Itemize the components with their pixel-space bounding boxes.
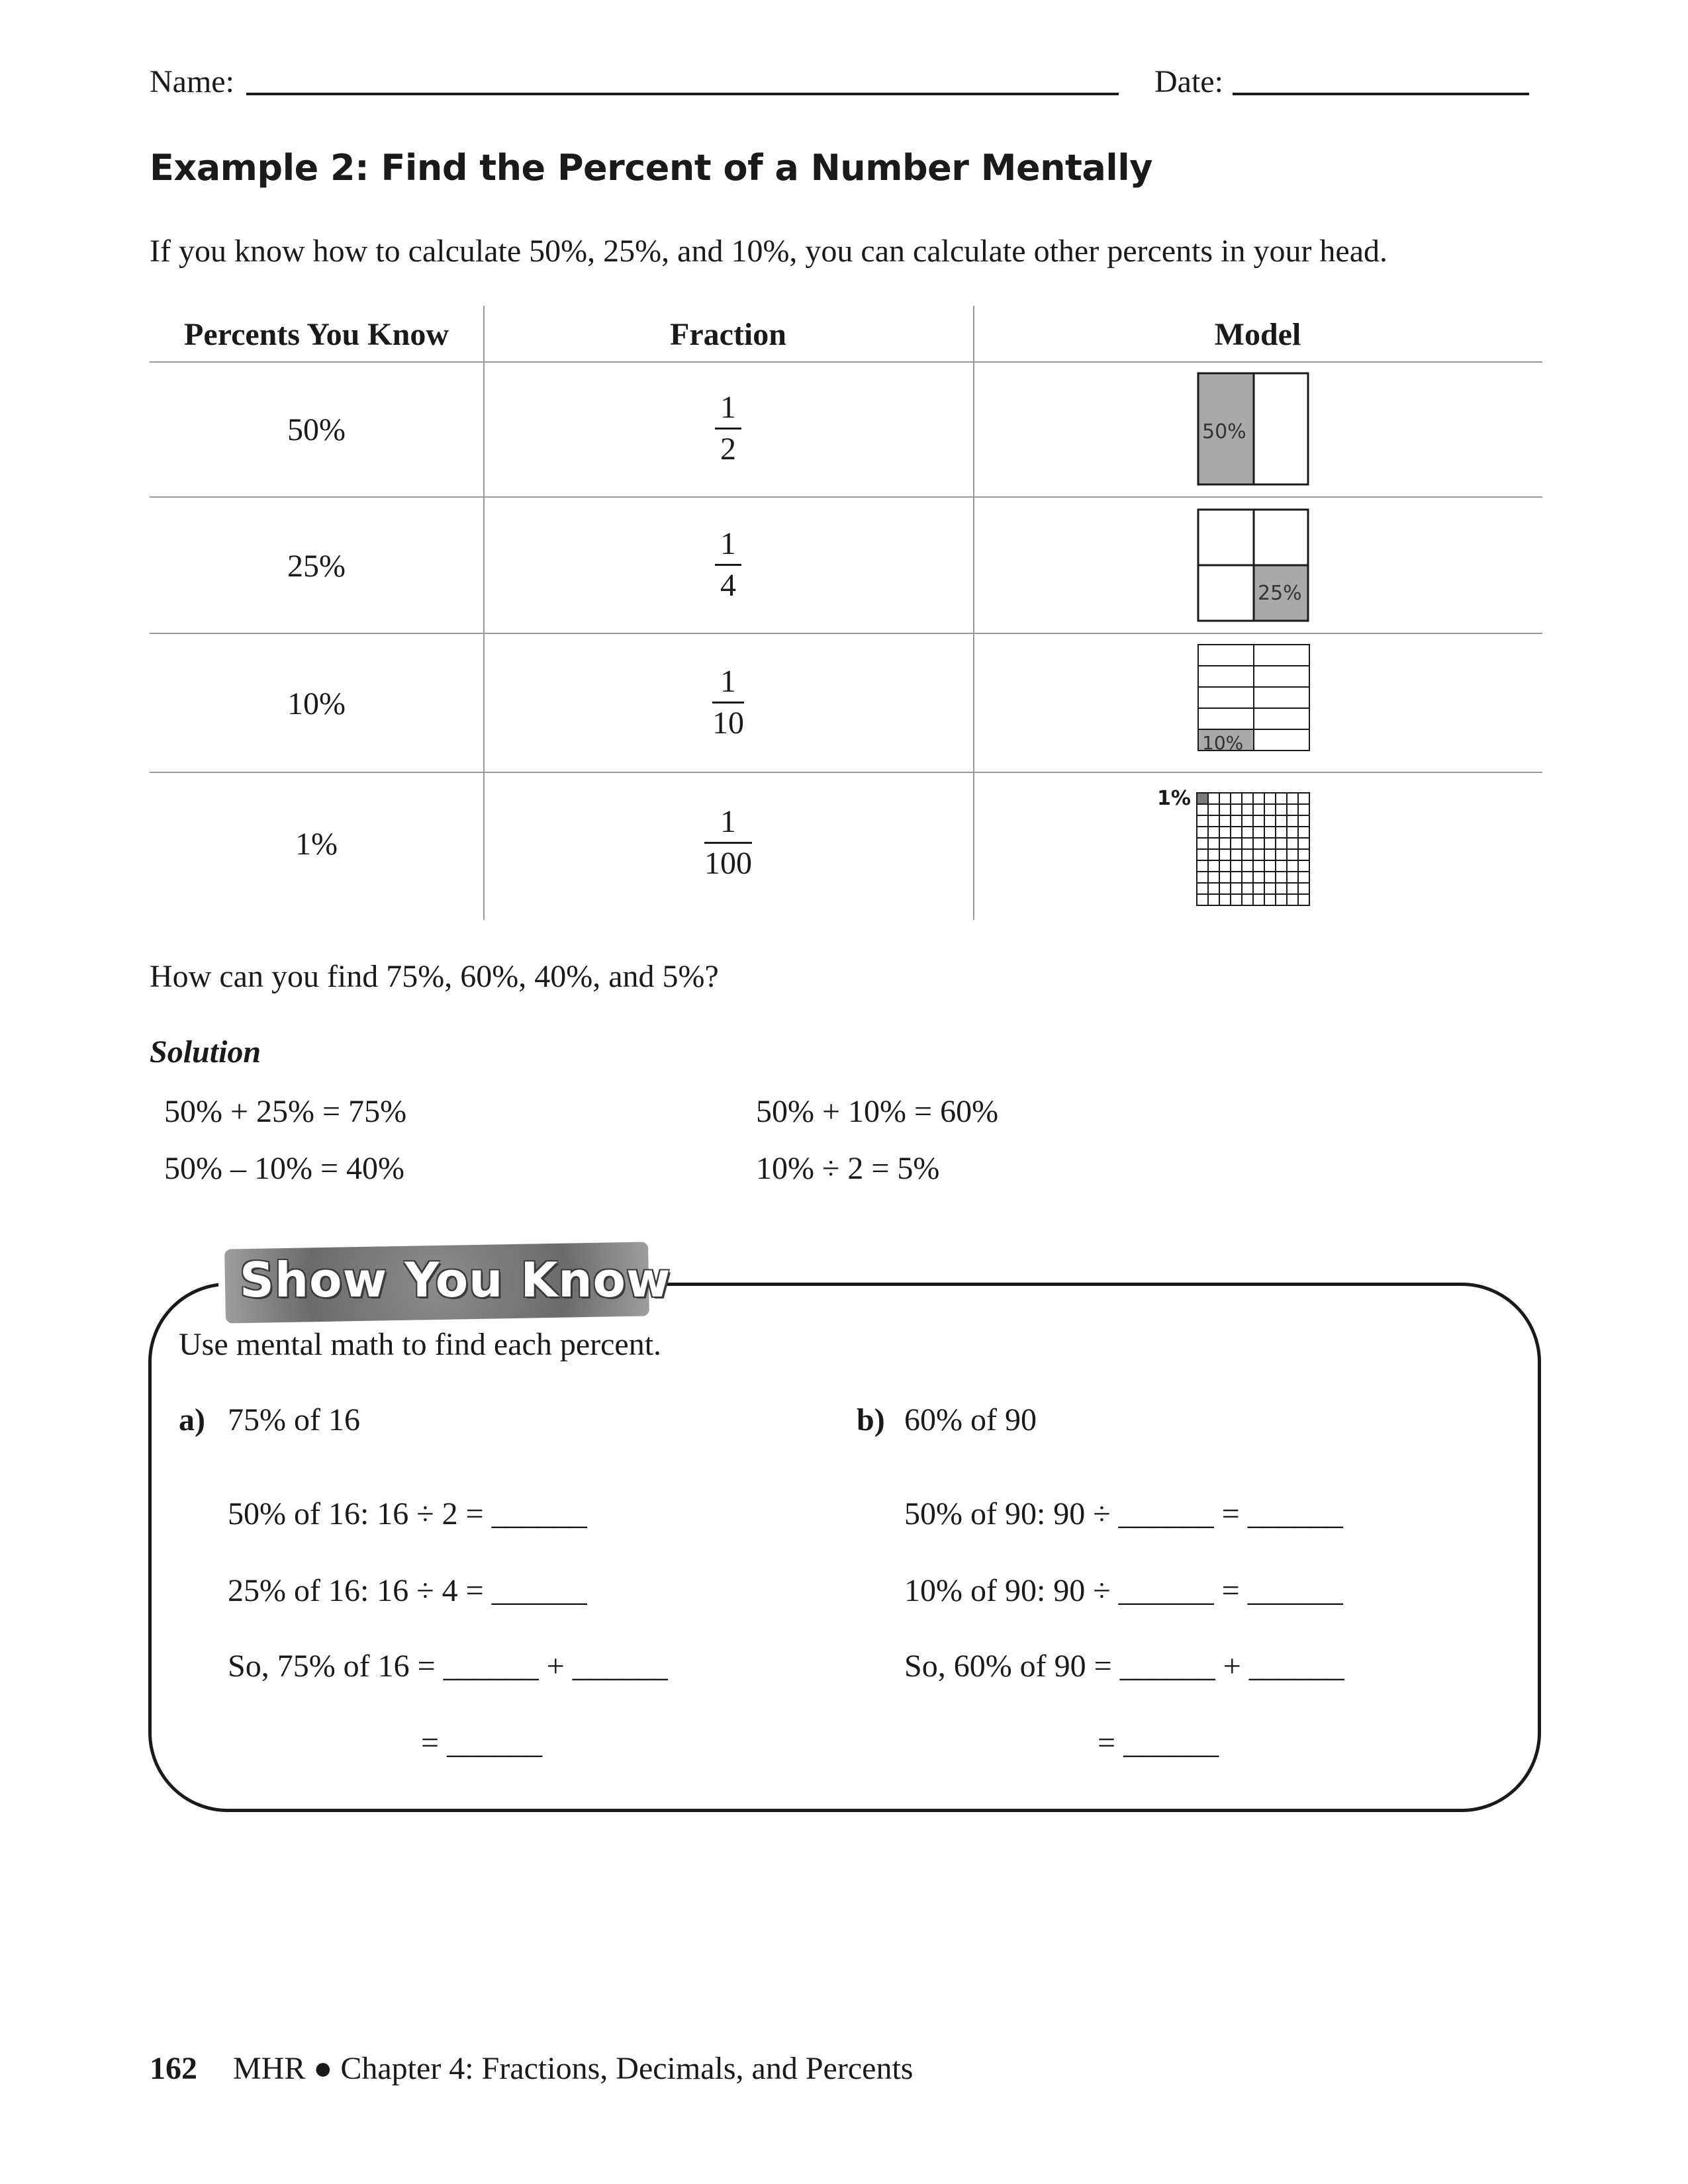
header-model: Model (1214, 317, 1301, 352)
hundredths-cell (1242, 827, 1253, 838)
hundredths-cell (1219, 815, 1231, 827)
hundredths-cell (1231, 872, 1242, 883)
hundredths-cell (1287, 894, 1298, 905)
hundredths-cell (1298, 849, 1309, 860)
model-10-percent (1197, 643, 1311, 756)
hundredths-cell (1231, 894, 1242, 905)
hundredths-cell (1276, 860, 1287, 872)
hundredths-cell (1242, 894, 1253, 905)
part-b-step[interactable]: 50% of 90: 90 ÷ ______ = ______ (904, 1496, 1343, 1531)
hundredths-cell (1253, 815, 1264, 827)
hundredths-cell (1219, 894, 1231, 905)
hundredths-cell (1264, 860, 1276, 872)
solution-heading: Solution (150, 1034, 261, 1069)
hundredths-cell (1253, 872, 1264, 883)
hundredths-cell (1208, 894, 1219, 905)
hundredths-cell (1264, 793, 1276, 804)
hundredths-cell (1231, 883, 1242, 894)
hundredths-cell (1231, 827, 1242, 838)
hundredths-cell (1276, 883, 1287, 894)
table-divider (150, 633, 1542, 634)
page-footer (150, 2050, 913, 2087)
hundredths-cell (1298, 838, 1309, 849)
numerator: 1 (720, 804, 736, 839)
hundredths-cell (1219, 793, 1231, 804)
table-divider (150, 361, 1542, 363)
hundredths-cell (1208, 793, 1219, 804)
name-field[interactable] (246, 93, 1119, 95)
hundredths-cell (1287, 827, 1298, 838)
numerator: 1 (720, 390, 736, 425)
percent-25: 25% (287, 549, 346, 584)
hundredths-cell (1197, 827, 1208, 838)
hundredths-cell (1276, 815, 1287, 827)
part-a-prompt: 75% of 16 (228, 1402, 360, 1437)
question-text: How can you find 75%, 60%, 40%, and 5%? (150, 959, 719, 994)
hundredths-cell (1219, 827, 1231, 838)
model-25-percent (1197, 508, 1311, 623)
part-a-step[interactable]: 25% of 16: 16 ÷ 4 = ______ (228, 1573, 587, 1608)
hundredths-cell (1242, 860, 1253, 872)
hundredths-cell (1197, 894, 1208, 905)
table-divider (150, 772, 1542, 773)
part-b-step[interactable]: So, 60% of 90 = ______ + ______ (904, 1649, 1344, 1684)
hundredths-cell (1253, 827, 1264, 838)
hundredths-cell (1219, 860, 1231, 872)
percent-10: 10% (287, 686, 346, 721)
hundredths-cell (1197, 838, 1208, 849)
model-1-percent (1154, 784, 1313, 909)
hundredths-cell (1287, 804, 1298, 815)
tenths-cell (1198, 645, 1254, 666)
hundredths-cell (1231, 838, 1242, 849)
hundredths-cell (1208, 883, 1219, 894)
hundredths-cell (1264, 827, 1276, 838)
tenths-cell (1254, 708, 1309, 729)
hundredths-grid (1197, 793, 1309, 905)
numerator: 1 (720, 526, 736, 561)
part-a-label: a) (179, 1402, 205, 1437)
hundredths-cell (1219, 849, 1231, 860)
hundredths-cell (1208, 827, 1219, 838)
hundredths-cell (1276, 804, 1287, 815)
hundredths-cell (1276, 827, 1287, 838)
hundredths-cell (1231, 860, 1242, 872)
hundredths-cell (1264, 838, 1276, 849)
tenths-cell (1198, 687, 1254, 708)
hundredths-shaded-cell (1197, 793, 1208, 804)
hundredths-cell (1276, 894, 1287, 905)
hundredths-cell (1231, 849, 1242, 860)
hundredths-cell (1298, 804, 1309, 815)
hundredths-cell (1298, 860, 1309, 872)
hundredths-cell (1276, 793, 1287, 804)
part-a-step[interactable]: 50% of 16: 16 ÷ 2 = ______ (228, 1496, 587, 1531)
model-label-1: 1% (1157, 787, 1191, 810)
hundredths-cell (1197, 860, 1208, 872)
hundredths-cell (1298, 815, 1309, 827)
hundredths-cell (1219, 838, 1231, 849)
tenths-cell (1254, 645, 1309, 666)
fraction-one-hundredth (483, 802, 973, 884)
equation: 10% ÷ 2 = 5% (756, 1151, 940, 1186)
denominator: 100 (704, 846, 752, 881)
equation: 50% + 10% = 60% (756, 1094, 999, 1129)
part-b-label: b) (857, 1402, 885, 1437)
hundredths-cell (1197, 815, 1208, 827)
header-percents: Percents You Know (184, 317, 449, 352)
hundredths-cell (1287, 793, 1298, 804)
hundredths-cell (1242, 838, 1253, 849)
hundredths-cell (1231, 793, 1242, 804)
hundredths-cell (1253, 883, 1264, 894)
hundredths-cell (1264, 872, 1276, 883)
hundredths-cell (1253, 849, 1264, 860)
hundredths-cell (1287, 883, 1298, 894)
hundredths-cell (1253, 860, 1264, 872)
tenths-cell (1198, 708, 1254, 729)
part-b-step[interactable]: 10% of 90: 90 ÷ ______ = ______ (904, 1573, 1343, 1608)
fraction-one-tenth (483, 662, 973, 743)
date-field[interactable] (1233, 93, 1529, 95)
hundredths-cell (1242, 815, 1253, 827)
model-50-percent (1197, 372, 1311, 487)
hundredths-cell (1208, 838, 1219, 849)
hundredths-cell (1276, 872, 1287, 883)
model-label-10: 10% (1202, 732, 1244, 754)
tenths-cell (1254, 666, 1309, 687)
equation: 50% – 10% = 40% (164, 1151, 405, 1186)
table-divider (150, 496, 1542, 498)
equation: 50% + 25% = 75% (164, 1094, 407, 1129)
tenths-cell (1254, 687, 1309, 708)
hundredths-cell (1276, 849, 1287, 860)
hundredths-cell (1264, 815, 1276, 827)
hundredths-cell (1287, 838, 1298, 849)
hundredths-cell (1264, 894, 1276, 905)
intro-text: If you know how to calculate 50%, 25%, and 10%, you can calculate other percents in your head. (150, 234, 1388, 269)
denominator: 2 (720, 432, 736, 467)
model-label-25: 25% (1258, 582, 1302, 605)
hundredths-cell (1264, 883, 1276, 894)
numerator: 1 (720, 664, 736, 699)
hundredths-cell (1242, 872, 1253, 883)
page-number: 162 (150, 2051, 197, 2086)
fraction-one-quarter (483, 524, 973, 606)
hundredths-cell (1298, 872, 1309, 883)
hundredths-cell (1208, 860, 1219, 872)
hundredths-cell (1197, 872, 1208, 883)
model-label-50: 50% (1202, 420, 1246, 443)
percent-1: 1% (295, 827, 338, 862)
denominator: 4 (720, 568, 736, 603)
hundredths-cell (1287, 860, 1298, 872)
hundredths-cell (1197, 883, 1208, 894)
hundredths-cell (1298, 793, 1309, 804)
hundredths-cell (1253, 793, 1264, 804)
hundredths-cell (1208, 849, 1219, 860)
model-quarter (1198, 510, 1254, 565)
hundredths-cell (1253, 894, 1264, 905)
hundredths-cell (1219, 804, 1231, 815)
model-quarter (1254, 510, 1308, 565)
fraction-one-half (483, 388, 973, 469)
part-a-step[interactable]: So, 75% of 16 = ______ + ______ (228, 1649, 668, 1684)
hundredths-cell (1298, 883, 1309, 894)
name-label: Name: (150, 64, 234, 99)
hundredths-cell (1287, 849, 1298, 860)
model-empty-half (1254, 373, 1308, 484)
hundredths-cell (1253, 838, 1264, 849)
percent-50: 50% (287, 412, 346, 447)
hundredths-cell (1197, 849, 1208, 860)
hundredths-cell (1219, 872, 1231, 883)
model-quarter (1198, 565, 1254, 621)
hundredths-cell (1219, 883, 1231, 894)
hundredths-cell (1287, 815, 1298, 827)
hundredths-cell (1208, 804, 1219, 815)
hundredths-cell (1231, 815, 1242, 827)
hundredths-cell (1208, 872, 1219, 883)
show-you-know-title: Show You Know (240, 1252, 671, 1308)
date-label: Date: (1154, 64, 1223, 99)
hundredths-cell (1276, 838, 1287, 849)
hundredths-cell (1287, 872, 1298, 883)
part-b-prompt: 60% of 90 (904, 1402, 1037, 1437)
example-title: Example 2: Find the Percent of a Number Mentally (150, 147, 1152, 189)
denominator: 10 (712, 705, 744, 741)
tenths-cell (1198, 666, 1254, 687)
hundredths-cell (1242, 849, 1253, 860)
hundredths-cell (1253, 804, 1264, 815)
hundredths-cell (1264, 804, 1276, 815)
hundredths-cell (1298, 894, 1309, 905)
table-column-divider (973, 306, 974, 920)
hundredths-cell (1242, 804, 1253, 815)
hundredths-cell (1242, 793, 1253, 804)
hundredths-cell (1197, 804, 1208, 815)
hundredths-cell (1242, 883, 1253, 894)
syk-instruction: Use mental math to find each percent. (179, 1327, 662, 1362)
hundredths-cell (1208, 815, 1219, 827)
hundredths-cell (1264, 849, 1276, 860)
tenths-cell (1254, 729, 1309, 751)
footer-text: MHR ● Chapter 4: Fractions, Decimals, and Percents (233, 2051, 914, 2086)
hundredths-cell (1231, 804, 1242, 815)
hundredths-cell (1298, 827, 1309, 838)
part-b-step[interactable]: = ______ (1098, 1725, 1219, 1760)
part-a-step[interactable]: = ______ (421, 1725, 543, 1760)
header-fraction: Fraction (670, 317, 786, 352)
